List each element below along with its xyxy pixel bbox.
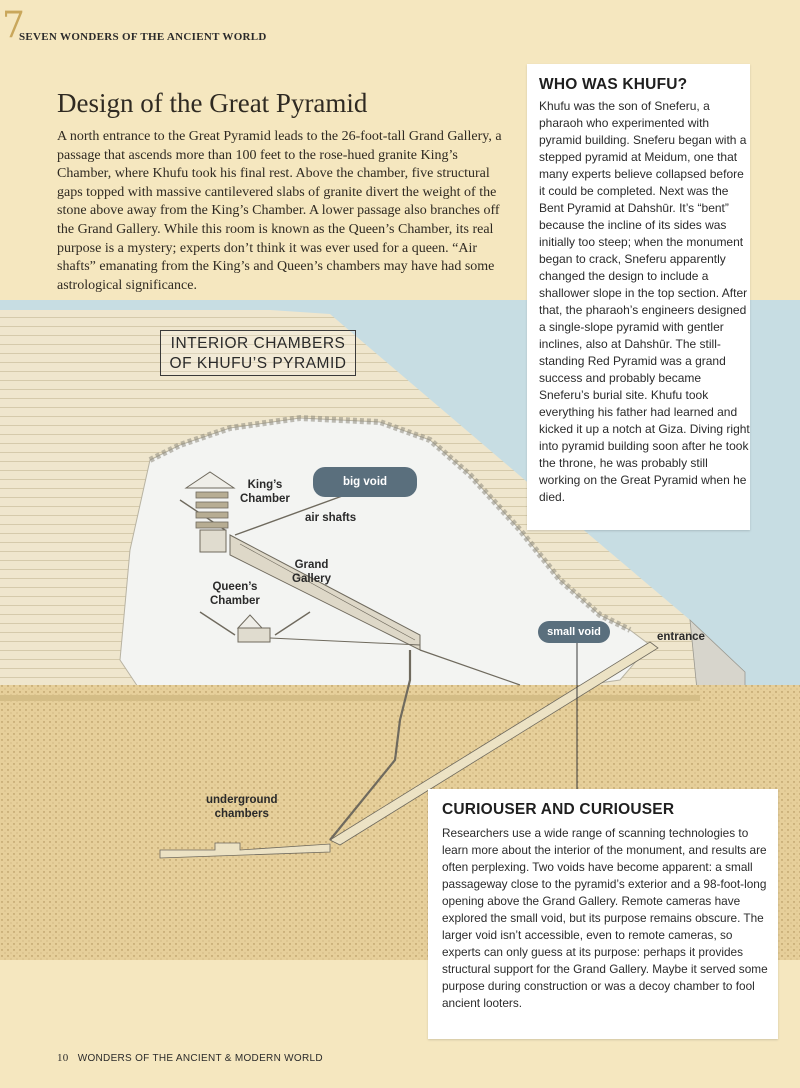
publication-name: WONDERS OF THE ANCIENT & MODERN WORLD — [77, 1053, 323, 1064]
label-queens-chamber-line1: Queen’s — [212, 581, 258, 593]
label-underground-chambers — [206, 793, 278, 821]
series-title: SEVEN WONDERS OF THE ANCIENT WORLD — [19, 31, 267, 43]
ground-base — [0, 695, 700, 701]
label-kings-chamber-line2: Chamber — [240, 493, 290, 505]
label-air-shafts: air shafts — [305, 512, 357, 524]
label-grand-gallery-line2: Gallery — [292, 573, 331, 585]
label-kings-chamber-line1: King’s — [247, 479, 283, 491]
small-void: small void — [538, 621, 610, 643]
label-kings-chamber — [240, 478, 290, 506]
label-underground-line2: chambers — [214, 808, 269, 820]
label-grand-gallery — [292, 558, 331, 586]
label-queens-chamber — [210, 580, 260, 608]
page-footer — [57, 1052, 323, 1064]
diagram-title-line2: OF KHUFU’S PYRAMID — [169, 355, 347, 372]
sidebar-curiouser-body: Researchers use a wide range of scanning technologies to learn more about the interior of the monument, and results are often perplexing. Two voids have become apparent: a small passageway close to the pyramid’s exterior and a 98-foot-long opening above the Grand Gallery. Remote cameras have explored the small void, but its purpose remains obscure. The larger void isn’t accessible, even to remote cameras, so experts can only guess at its purpose: perhaps it provides structural support for the Grand Gallery. Maybe it served some purpose during construction or was a decoy chamber to fool ancient looters. — [442, 826, 768, 1010]
diagram-title-line1: INTERIOR CHAMBERS — [170, 335, 346, 352]
sidebar-khufu-body: Khufu was the son of Sneferu, a pharaoh who experimented with pyramid building. Sneferu began with a stepped pyramid at Meidum, one that many experts believe collapsed before it could be completed. Next was the Bent Pyramid at Dahshūr. It’s “bent” because the incline of its sides was initially too steep; when the monument began to crack, Sneferu apparently changed the design to include a shallower slope in the top section. After that, the pharaoh’s engineers designed a single-slope pyramid with gentler inclines, also at Dahshūr. The still-standing Red Pyramid was a grand success and probably became Sneferu’s burial site. Khufu took everything his father had learned and kicked it up a notch at Giza. Diving right into pyramid building soon after he took the throne, he was probably still working on the Great Pyramid when he died. — [539, 99, 750, 504]
label-queens-chamber-line2: Chamber — [210, 595, 260, 607]
big-void: big void — [313, 467, 417, 497]
page-number: 10 — [57, 1052, 69, 1064]
label-grand-gallery-line1: Grand — [294, 559, 329, 571]
diagram-title-box — [160, 330, 356, 376]
article-intro: A north entrance to the Great Pyramid leads to the 26-foot-tall Grand Gallery, a passage that ascends more than 100 feet to the rose-hued granite King’s Chamber, where Khufu took his final rest. Above the chamber, five structural gaps topped with massive cantilevered slabs of granite divert the weight of the stone above away from the King’s Chamber. A lower passage also branches off the Grand Gallery. While this room is known as the Queen’s Chamber, its real purpose is a mystery; experts don’t think it was ever used for a queen. “Air shafts” emanating from the King’s and Queen’s chambers may have had some astrological significance. — [57, 129, 502, 293]
article-title: Design of the Great Pyramid — [57, 88, 368, 118]
sidebar-curiouser-heading: CURIOUSER AND CURIOUSER — [442, 801, 675, 818]
chapter-number: 7 — [2, 5, 25, 46]
sidebar-khufu-heading: WHO WAS KHUFU? — [539, 76, 688, 93]
sidebar-curiouser — [428, 789, 778, 1039]
label-underground-line1: underground — [206, 794, 278, 806]
label-entrance: entrance — [657, 631, 705, 643]
sidebar-who-was-khufu — [527, 64, 750, 530]
